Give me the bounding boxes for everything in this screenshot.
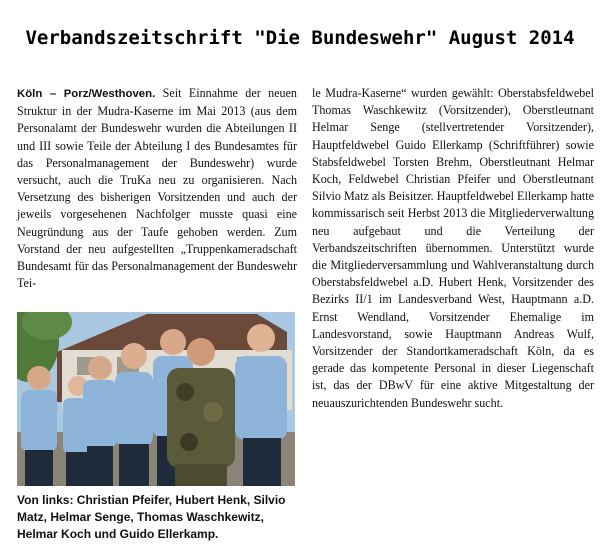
article-body-right: le Mudra-Kaserne“ wurden gewählt: Oberstabsfeldwebel Thomas Waschkewitz (Vorsitzender), Oberstleutnant Helmar Senge (stellvertretender Vorsitzender), Hauptfeldwebel Guido Ellerkamp (Schriftführer) sowie Stabsfeldwebel Torsten Brehm, Oberstleutnant Helmar Koch, Feldwebel Christian Pfeifer und Oberstleutnant Silvio Matz als Beisitzer. Hauptfeldwebel Ellerkamp hatte kommissarisch seit Herbst 2013 die Mitgliederverwaltung neu aufgebaut und die Verteilung der Verbandszeitschriften übernommen. Unterstützt wurde die Mitgliederversammlung und Wahlveranstaltung durch Oberstabsfeldwebel a.D. Hubert Henk, Vorsitzender des Bezirks II/1 im Landesverband West, Hauptmann a.D. Ernst Wendland, Vorsitzender Ehemalige im Landesvorstand, sowie Hauptmann Andreas Wulf, Vorsitzender der Standortkameradschaft Köln, da es gerade das kompetente Personal in dieser Liegenschaft ist, das der DBwV für eine aktive Mitgestaltung der neuauszurichtenden Bundeswehr sucht. (312, 86, 594, 410)
article-column-left (17, 85, 297, 292)
article-dateline: Köln – Porz/Westhoven. (17, 88, 156, 100)
photo-caption: Von links: Christian Pfeifer, Hubert Henk, Silvio Matz, Helmar Senge, Thomas Waschkewitz, Helmar Koch und Guido Ellerkamp. (17, 493, 286, 541)
group-photo (17, 312, 295, 486)
article-body-left: Seit Einnahme der neuen Struktur in der Mudra-Kaserne im Mai 2013 (aus dem Personalamt der Bundeswehr wurden die Abteilungen II und III sowie Teile der Abteilung I des Bundesamtes für das Personalmanagement der Bundeswehr) wurde versucht, auch die TruKa neu zu organisieren. Nach Versetzung des bisherigen Vorsitzenden und auch der jeweils vorgesehenen Nachfolger musste quasi eine Neugründung aus der Taufe gehoben werden. Zum Vorstand der neu aufgestellten „Truppenkameradschaft Bundesamt für das Personalmanagement der Bundeswehr Tei- (17, 86, 297, 291)
article-column-right (312, 85, 594, 412)
page-title: Verbandszeitschrift "Die Bundeswehr" August 2014 (25, 27, 575, 49)
